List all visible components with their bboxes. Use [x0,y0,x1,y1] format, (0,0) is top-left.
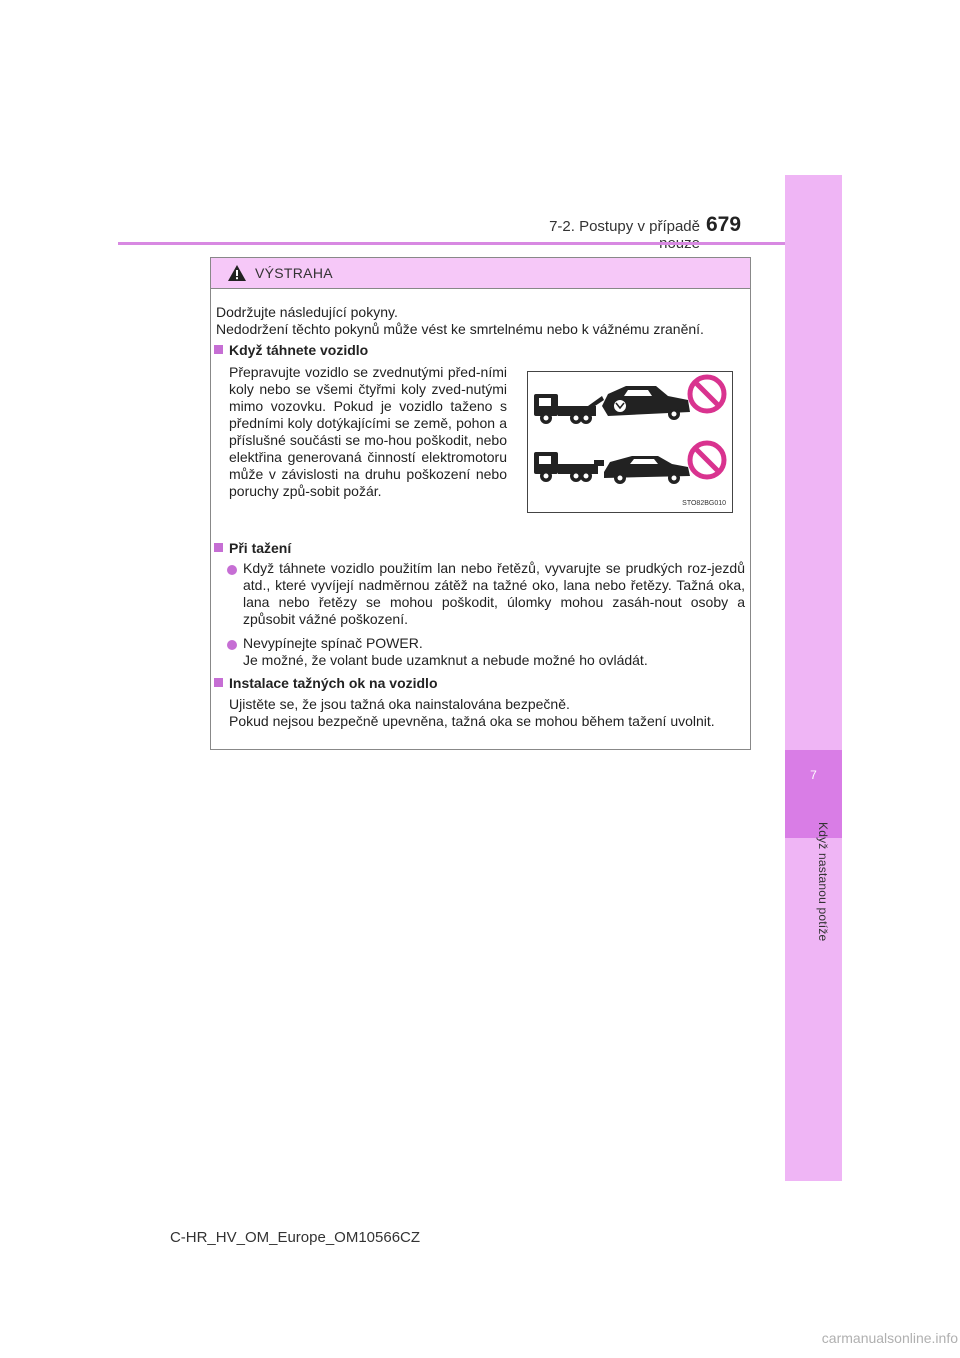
square-bullet-icon [214,345,223,354]
page-number: 679 [706,213,742,236]
section-heading-tow-hooks-text: Instalace tažných ok na vozidlo [229,675,438,691]
towing-bullet-2-line1: Nevypínejte spínač POWER. [243,635,423,651]
section-heading-towing-text: Když táhnete vozidlo [229,342,369,358]
round-bullet-icon [227,565,237,575]
section-heading-towing [214,342,734,359]
warning-intro-1: Dodržujte následující pokyny. [216,304,398,320]
warning-triangle-icon [227,264,247,282]
tow-truck-illustration [528,372,732,512]
warning-title: VÝSTRAHA [255,265,333,281]
section-heading-during-towing [214,540,734,557]
towing-paragraph: Přepravujte vozidlo se zvednutými před-ními koly nebo se všemi čtyřmi koly zved-nutými mimo vozovku. Pokud je vozidlo taženo s předními koly dotýkajícími se země, pohon a příslušné součásti se mo-hou poškodit, nebo elektřina generovaná činností elektromotoru může v závislosti na druhu poškození nebo poruchy způ-sobit požár. [229,364,507,499]
towing-bullet-2-line2: Je možné, že volant bude uzamknut a nebude možné ho ovládát. [243,652,648,668]
tow-hooks-line-2: Pokud nejsou bezpečně upevněna, tažná oka se mohou během tažení uvolnit. [229,713,715,729]
towing-illustration [527,371,733,513]
chapter-title: Když nastanou potíže [816,822,830,942]
prohibited-icon-top [690,377,724,411]
square-bullet-icon [214,543,223,552]
section-heading-during-towing-text: Při tažení [229,540,292,556]
square-bullet-icon [214,678,223,687]
watermark: carmanualsonline.info [821,1330,958,1346]
warning-header [211,258,750,289]
tow-hooks-line-1: Ujistěte se, že jsou tažná oka nainstalována bezpečně. [229,696,570,712]
section-title: 7-2. Postupy v případě [549,218,700,235]
warning-intro-2: Nedodržení těchto pokynů může vést ke smrtelnému nebo k vážnému zranění. [216,321,704,337]
chapter-number: 7 [785,750,842,838]
section-heading-tow-hooks [214,675,734,692]
tow-truck-top-icon [534,394,604,424]
prohibited-icon-bottom [690,443,724,477]
document-id: C-HR_HV_OM_Europe_OM10566CZ [169,1229,421,1246]
towed-car-bottom-icon [604,456,690,484]
warning-box [210,257,751,750]
chapter-side-tab [785,175,842,1181]
tow-truck-bottom-icon [534,452,604,482]
round-bullet-icon [227,640,237,650]
figure-code: STO82BG010 [682,500,726,507]
towed-car-top-icon [602,386,690,420]
header-rule [118,242,785,245]
towing-bullet-1: Když táhnete vozidlo použitím lan nebo řetězů, vyvarujte se prudkých roz-jezdů atd., které vyvíjejí nadměrnou zátěž na tažné oko, lana nebo řetězy. Tažná oka, lana nebo řetězy se mohou poškodit, úlomky mohou zasáh-nout osoby a způsobit vážné poškození. [243,560,745,627]
